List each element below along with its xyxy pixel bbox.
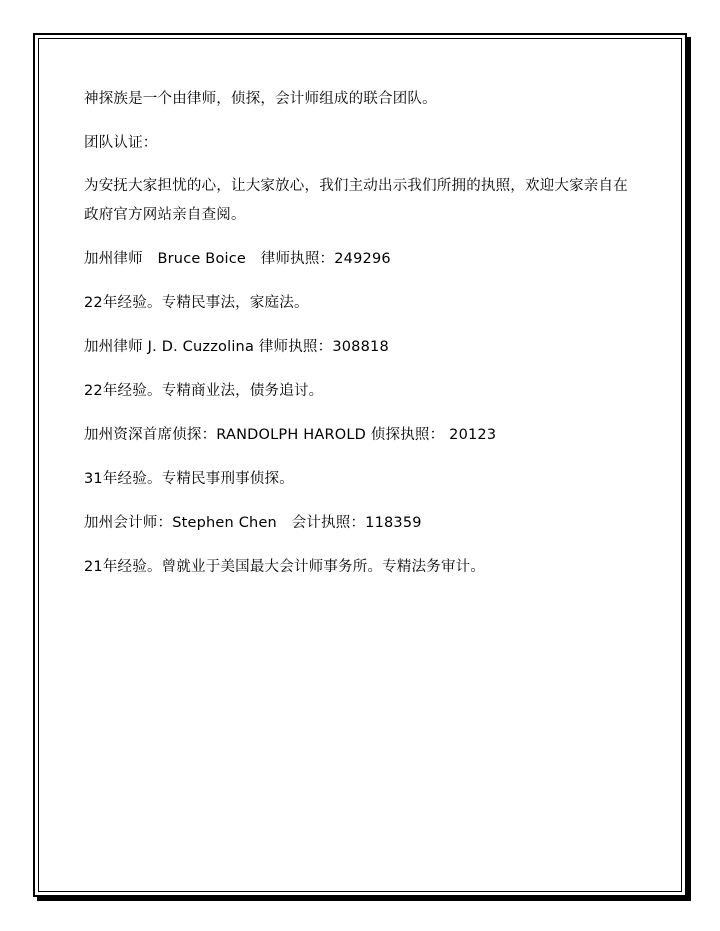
investigator-license: 加州资深首席侦探：RANDOLPH HAROLD 侦探执照： 20123 (84, 427, 497, 443)
accountant-experience: 21年经验。曾就业于美国最大会计师事务所。专精法务审计。 (84, 559, 486, 575)
accountant-license: 加州会计师：Stephen Chen 会计执照：118359 (84, 515, 422, 531)
attorney-1-experience: 22年经验。专精民事法，家庭法。 (84, 295, 309, 311)
attorney-2-experience: 22年经验。专精商业法，债务追讨。 (84, 383, 324, 399)
certification-statement: 为安抚大家担忧的心，让大家放心，我们主动出示我们所拥的执照，欢迎大家亲自在政府官方网站亲自查阅。 (84, 178, 628, 223)
attorney-2-license: 加州律师 J. D. Cuzzolina 律师执照：308818 (84, 339, 389, 355)
document-body (84, 88, 644, 578)
certification-heading: 团队认证： (84, 135, 158, 151)
investigator-experience: 31年经验。专精民事刑事侦探。 (84, 471, 294, 487)
intro-paragraph: 神探族是一个由律师，侦探，会计师组成的联合团队。 (84, 91, 437, 107)
attorney-1-license: 加州律师 Bruce Boice 律师执照：249296 (84, 251, 391, 267)
